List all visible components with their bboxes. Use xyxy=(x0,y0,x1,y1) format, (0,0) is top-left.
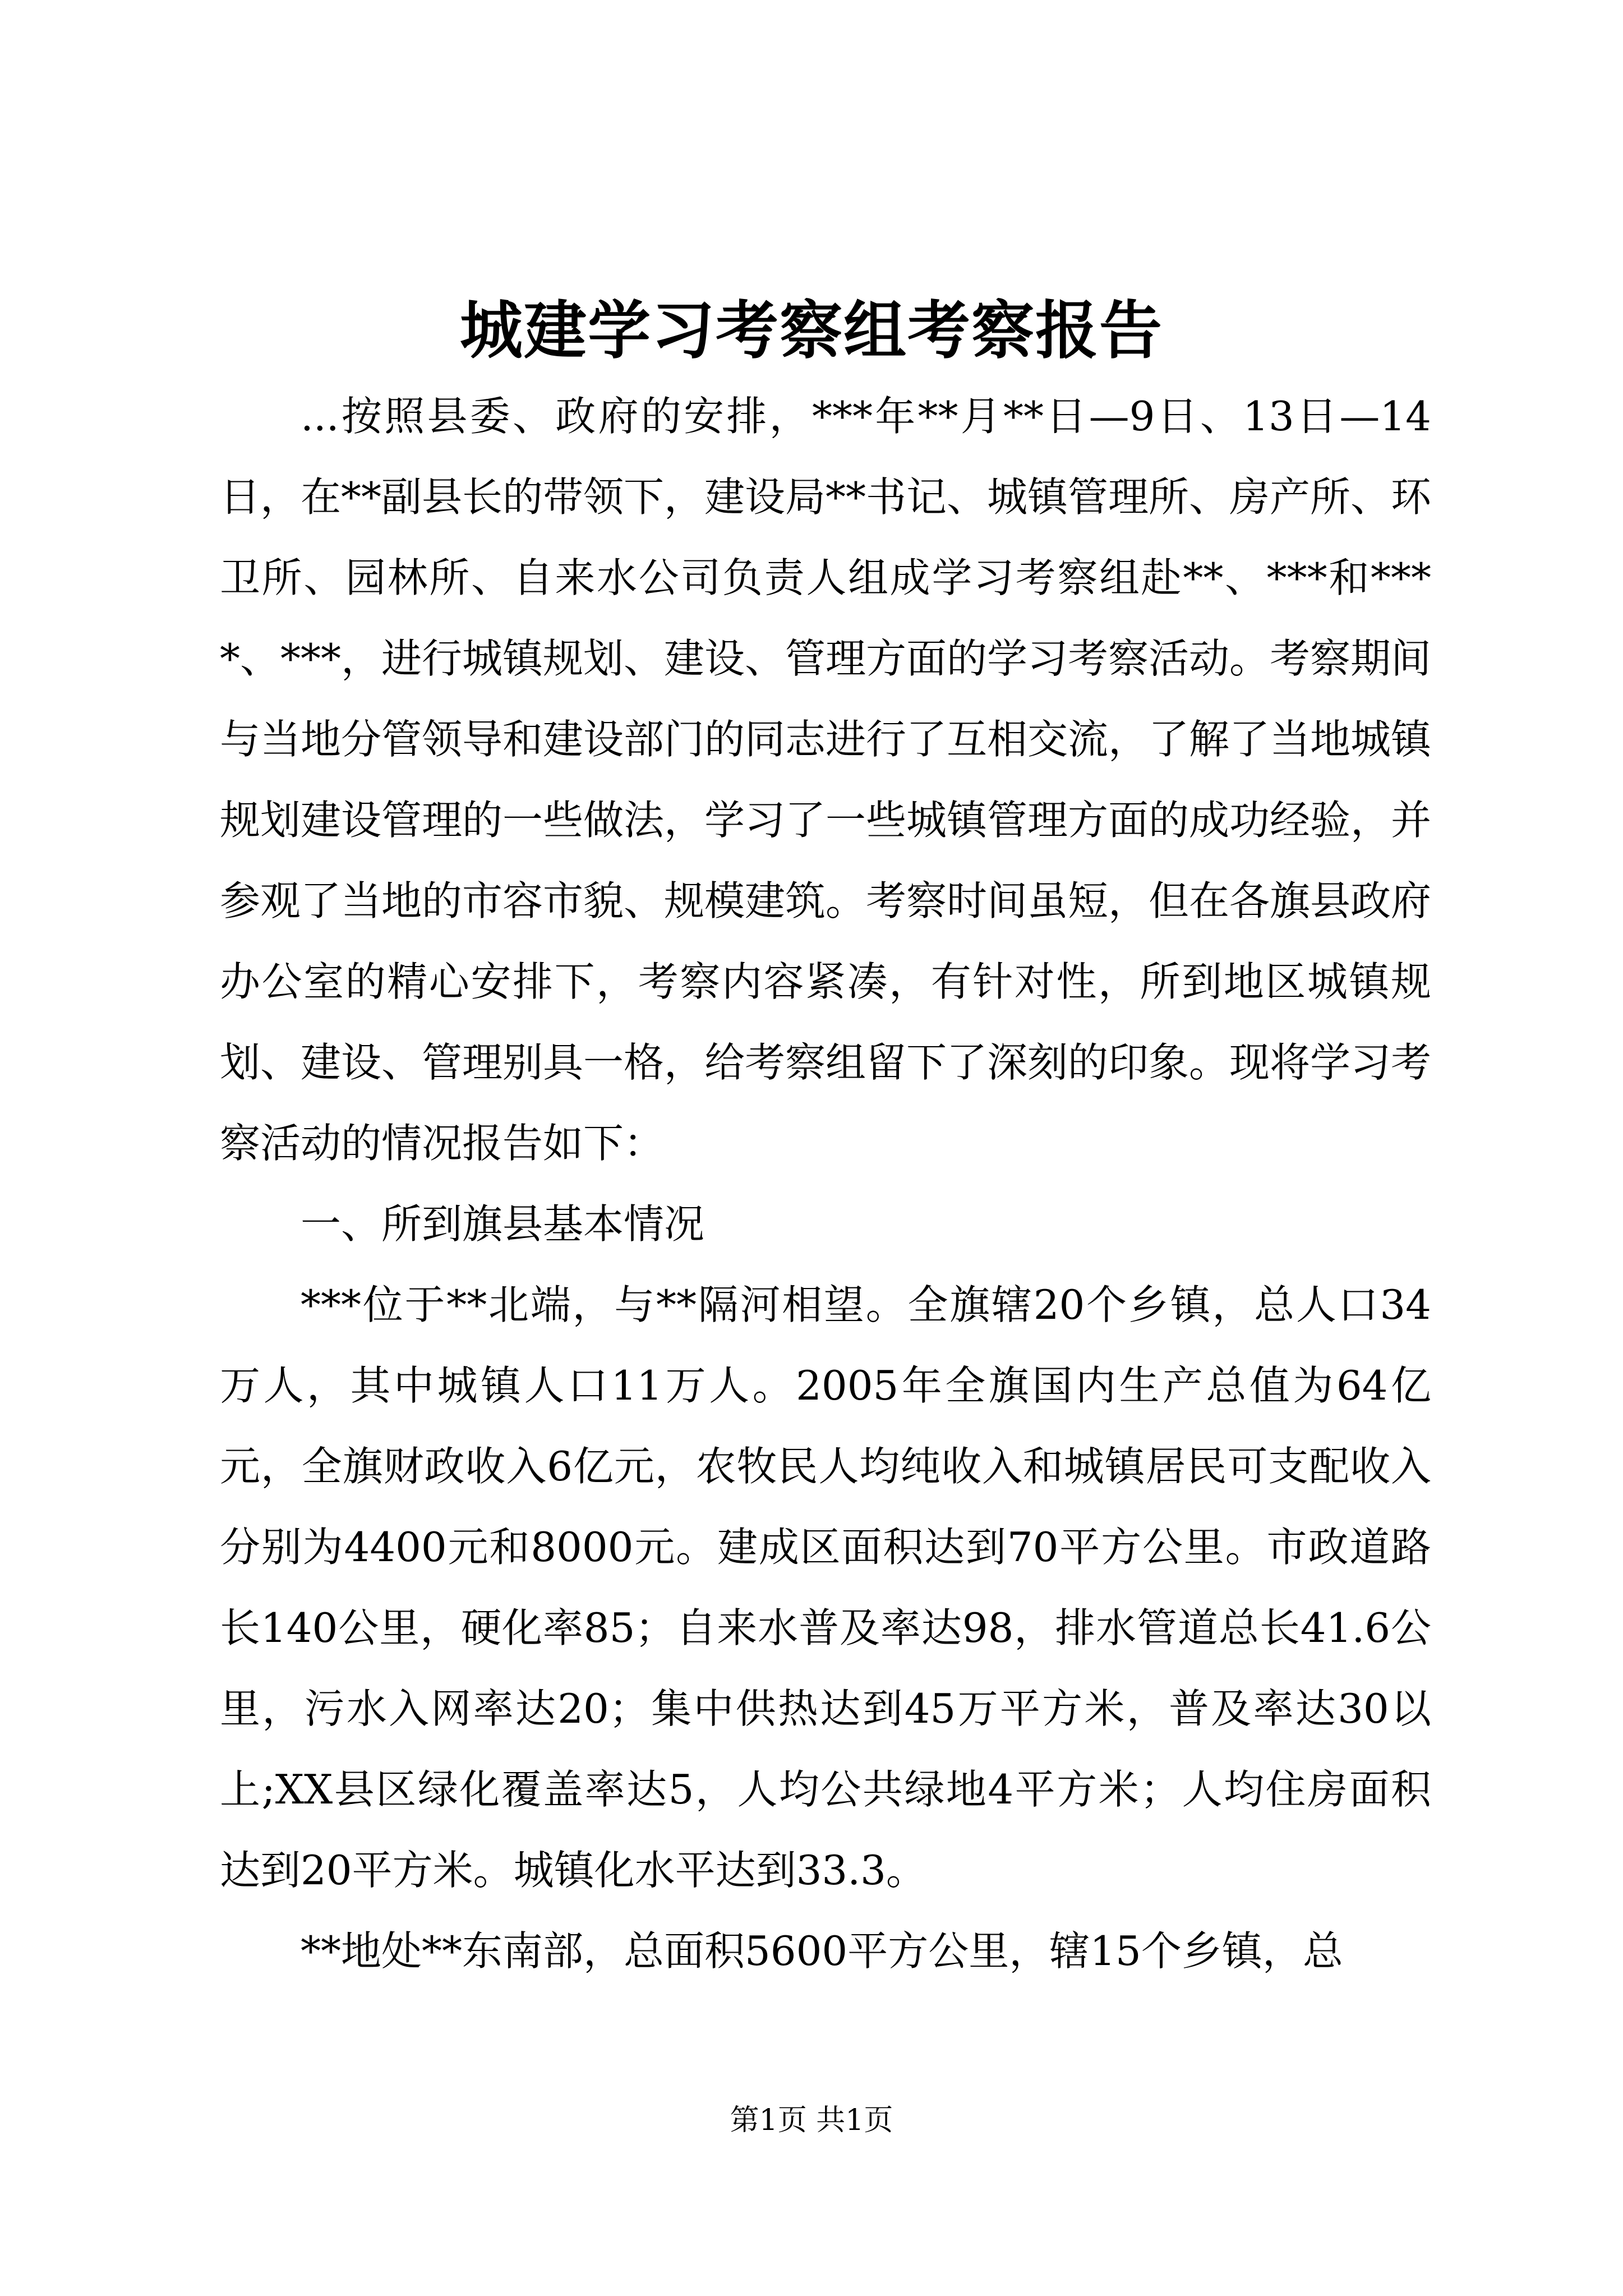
page-number-footer: 第1页 共1页 xyxy=(730,2104,893,2137)
paragraph-county-2: **地处**东南部，总面积5600平方公里，辖15个乡镇，总 xyxy=(301,1927,1343,1975)
document-title: 城建学习考察组考察报告 xyxy=(460,294,1163,367)
section-heading: 一、所到旗县基本情况 xyxy=(301,1200,705,1248)
document-body xyxy=(220,376,1431,1991)
paragraph-county-1: ***位于**北端，与**隔河相望。全旗辖20个乡镇，总人口34万人，其中城镇人口11万人。2005年全旗国内生产总值为64亿元，全旗财政收入6亿元，农牧民人均纯收入和城镇居民可支配收入分别为4400元和8000元。建成区面积达到70平方公里。市政道路长140公里，硬化率85；自来水普及率达98，排水管道总长41.6公里，污水入网率达20；集中供热达到45万平方米，普及率达30以上;XX县区绿化覆盖率达5，人均公共绿地4平方米；人均住房面积达到20平方米。城镇化水平达到33.3。 xyxy=(220,1281,1431,1894)
paragraph-intro: ...按照县委、政府的安排，***年**月**日—9日、13日—14日，在**副县长的带领下，建设局**书记、城镇管理所、房产所、环卫所、园林所、自来水公司负责人组成学习考察组赴**、***和****、***，进行城镇规划、建设、管理方面的学习考察活动。考察期间与当地分管领导和建设部门的同志进行了互相交流，了解了当地城镇规划建设管理的一些做法，学习了一些城镇管理方面的成功经验，并参观了当地的市容市貌、规模建筑。考察时间虽短，但在各旗县政府办公室的精心安排下，考察内容紧凑，有针对性，所到地区城镇规划、建设、管理别具一格，给考察组留下了深刻的印象。现将学习考察活动的情况报告如下： xyxy=(220,393,1432,1167)
